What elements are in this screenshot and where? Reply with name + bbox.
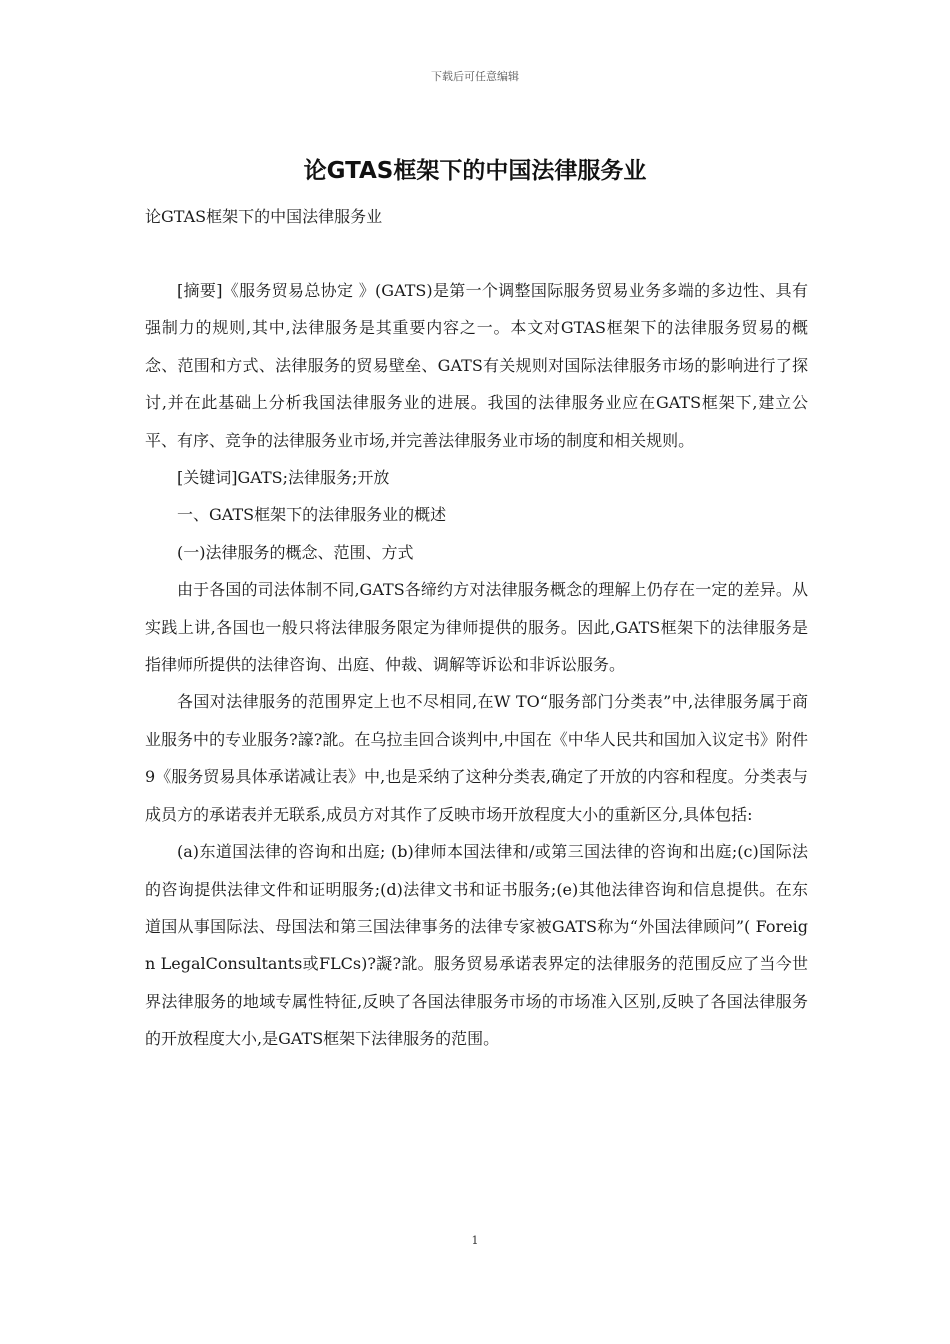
body-paragraph: 各国对法律服务的范围界定上也不尽相同,在W TO“服务部门分类表”中,法律服务属于商业服务中的专业服务?譹?訛。在乌拉圭回合谈判中,中国在《中华人民共和国加入议定书》附件9《服务贸易具体承诺减让表》中,也是采纳了这种分类表,确定了开放的内容和程度。分类表与成员方的承诺表并无联系,成员方对其作了反映市场开放程度大小的重新区分,具体包括: — [145, 692, 808, 824]
document-title: 论GTAS框架下的中国法律服务业 — [303, 158, 647, 184]
header-note: 下载后可任意编辑 — [431, 70, 519, 83]
subsection-heading: (一)法律服务的概念、范围、方式 — [177, 542, 414, 562]
keywords-paragraph: [关键词]GATS;法律服务;开放 — [177, 468, 390, 488]
document-subtitle: 论GTAS框架下的中国法律服务业 — [145, 207, 383, 226]
body-paragraph: (a)东道国法律的咨询和出庭; (b)律师本国法律和/或第三国法律的咨询和出庭;(c)国际法的咨询提供法律文件和证明服务;(d)法律文书和证书服务;(e)其他法律咨询和信息提供。在东道国从事国际法、母国法和第三国法律事务的法律专家被GATS称为“外国法律顾问”( Foreign LegalConsultants或FLCs)?譺?訛。服务贸易承诺表界定的法律服务的范围反应了当今世界法律服务的地域专属性特征,反映了各国法律服务市场的市场准入区别,反映了各国法律服务的开放程度大小,是GATS框架下法律服务的范围。 — [145, 842, 808, 1049]
document-body — [145, 272, 808, 1058]
body-paragraph: 由于各国的司法体制不同,GATS各缔约方对法律服务概念的理解上仍存在一定的差异。从实践上讲,各国也一般只将法律服务限定为律师提供的服务。因此,GATS框架下的法律服务是指律师所提供的法律咨询、出庭、仲裁、调解等诉讼和非诉讼服务。 — [145, 580, 808, 675]
abstract-paragraph: [摘要]《服务贸易总协定 》(GATS)是第一个调整国际服务贸易业务多端的多边性、具有强制力的规则,其中,法律服务是其重要内容之一。本文对GTAS框架下的法律服务贸易的概念、范围和方式、法律服务的贸易壁垒、GATS有关规则对国际法律服务市场的影响进行了探讨,并在此基础上分析我国法律服务业的进展。我国的法律服务业应在GATS框架下,建立公平、有序、竞争的法律服务业市场,并完善法律服务业市场的制度和相关规则。 — [145, 281, 808, 450]
page-number: 1 — [471, 1234, 479, 1247]
section-heading: 一、GATS框架下的法律服务业的概述 — [177, 505, 447, 525]
